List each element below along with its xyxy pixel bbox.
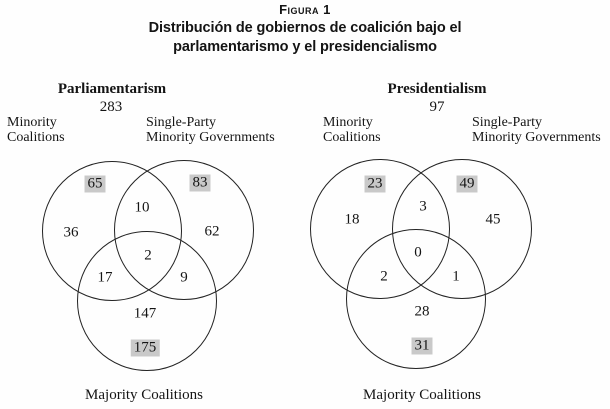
pres-left-only-value: 18	[344, 211, 360, 228]
parl-majority-coalitions-label: Majority Coalitions	[85, 387, 203, 403]
parl-right-only-value: 62	[204, 223, 220, 240]
pres-right-bottom-value: 1	[452, 268, 460, 285]
parl-left-only-value: 36	[63, 224, 79, 241]
parl-bottom-only-value: 147	[133, 305, 157, 322]
parl-bottom-total-value: 175	[131, 340, 160, 357]
pres-left-total-value: 23	[365, 176, 386, 193]
pres-bottom-total-value: 31	[412, 338, 433, 355]
pres-total-count: 97	[429, 99, 445, 115]
pres-right-total-value: 49	[457, 176, 478, 193]
parl-center-value: 2	[144, 247, 152, 264]
pres-center-value: 0	[414, 244, 422, 261]
pres-top-intersection-value: 3	[419, 198, 427, 215]
pres-single-party-label: Single-Party Minority Governments	[472, 115, 601, 145]
figure-title-line2: parlamentarismo y el presidencialismo	[173, 38, 437, 55]
parl-left-total-value: 65	[85, 176, 106, 193]
pres-title: Presidentialism	[387, 81, 487, 97]
pres-minority-coalitions-label: Minority Coalitions	[323, 115, 381, 145]
parl-right-bottom-value: 9	[180, 269, 188, 286]
figure-label: Figura 1	[279, 2, 331, 17]
parl-single-party-label: Single-Party Minority Governments	[146, 115, 275, 145]
parl-right-total-value: 83	[190, 175, 211, 192]
pres-left-bottom-value: 2	[380, 268, 388, 285]
pres-majority-coalitions-label: Majority Coalitions	[363, 387, 481, 403]
pres-bottom-only-value: 28	[414, 303, 430, 320]
parl-title: Parliamentarism	[57, 81, 167, 97]
parl-total-count: 283	[99, 99, 123, 115]
figure-title	[0, 19, 610, 56]
figure-title-line1: Distribución de gobiernos de coalición bajo el	[148, 20, 462, 36]
parl-left-bottom-value: 17	[97, 269, 113, 286]
parl-top-intersection-value: 10	[134, 199, 150, 216]
parl-minority-coalitions-label: Minority Coalitions	[7, 115, 65, 145]
pres-right-only-value: 45	[485, 211, 501, 228]
